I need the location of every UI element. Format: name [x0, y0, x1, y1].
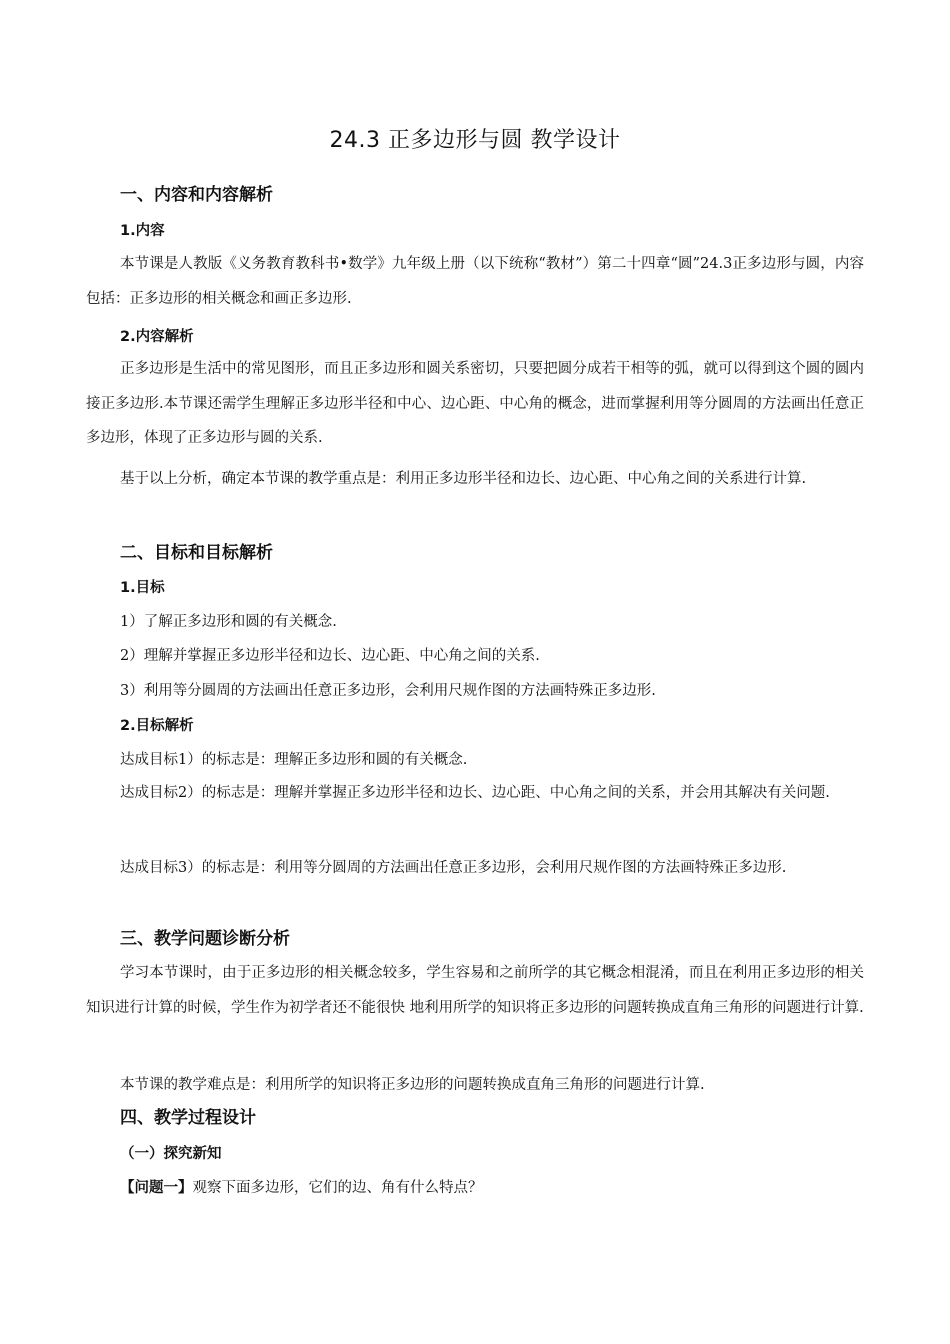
goal-item-2: 2）理解并掌握正多边形半径和边长、边心距、中心角之间的关系. — [120, 648, 540, 664]
subheading-content: 1.内容 — [120, 223, 165, 239]
goal-item-3: 3）利用等分圆周的方法画出任意正多边形，会利用尺规作图的方法画特殊正多边形. — [120, 683, 656, 699]
subheading-goal-analysis: 2.目标解析 — [120, 718, 194, 734]
question-label: 【问题一】 — [120, 1180, 193, 1196]
paragraph-difficulty: 本节课的教学难点是：利用所学的知识将正多边形的问题转换成直角三角形的问题进行计算. — [120, 1077, 705, 1093]
paragraph-key-point: 基于以上分析，确定本节课的教学重点是：利用正多边形半径和边长、边心距、中心角之间的关系进行计算. — [120, 471, 807, 487]
document-title: 24.3 正多边形与圆 教学设计 — [329, 128, 621, 153]
question-text: 观察下面多边形，它们的边、角有什么特点？ — [192, 1180, 483, 1196]
section-heading-process: 四、教学过程设计 — [120, 1108, 256, 1128]
subheading-content-analysis: 2.内容解析 — [120, 329, 194, 345]
paragraph-content-analysis: 正多边形是生活中的常见图形，而且正多边形和圆关系密切，只要把圆分成若干相等的弧，就可以得到这个圆的圆内接正多边形.本节课还需学生理解正多边形半径和中心、边心距、中心角的概念，进而掌握利用等分圆周的方法画出任意正多边形，体现了正多边形与圆的关系. — [86, 361, 864, 446]
subheading-explore: （一）探究新知 — [120, 1146, 222, 1162]
section-heading-goals: 二、目标和目标解析 — [120, 543, 273, 563]
paragraph-diagnosis: 学习本节课时，由于正多边形的相关概念较多，学生容易和之前所学的其它概念相混淆，而且在利用正多边形的相关知识进行计算的时候，学生作为初学者还不能很快 地利用所学的知识将正多边形的问题转换成直角三角形的问题进行计算. — [86, 965, 864, 1016]
goal-item-1: 1）了解正多边形和圆的有关概念. — [120, 614, 337, 630]
question-one — [120, 1178, 483, 1198]
section-heading-diagnosis: 三、教学问题诊断分析 — [120, 929, 290, 949]
section-heading-content: 一、内容和内容解析 — [120, 185, 273, 205]
goal-analysis-1: 达成目标1）的标志是：理解正多边形和圆的有关概念. — [120, 752, 468, 768]
subheading-goals: 1.目标 — [120, 580, 165, 596]
paragraph-content: 本节课是人教版《义务教育教科书•数学》九年级上册（以下统称“教材”）第二十四章“圆”24.3正多边形与圆，内容包括：正多边形的相关概念和画正多边形. — [86, 256, 864, 307]
goal-analysis-2: 达成目标2）的标志是：理解并掌握正多边形半径和边长、边心距、中心角之间的关系，并会用其解决有关问题. — [120, 785, 830, 801]
goal-analysis-3: 达成目标3）的标志是：利用等分圆周的方法画出任意正多边形，会利用尺规作图的方法画特殊正多边形. — [120, 860, 787, 876]
